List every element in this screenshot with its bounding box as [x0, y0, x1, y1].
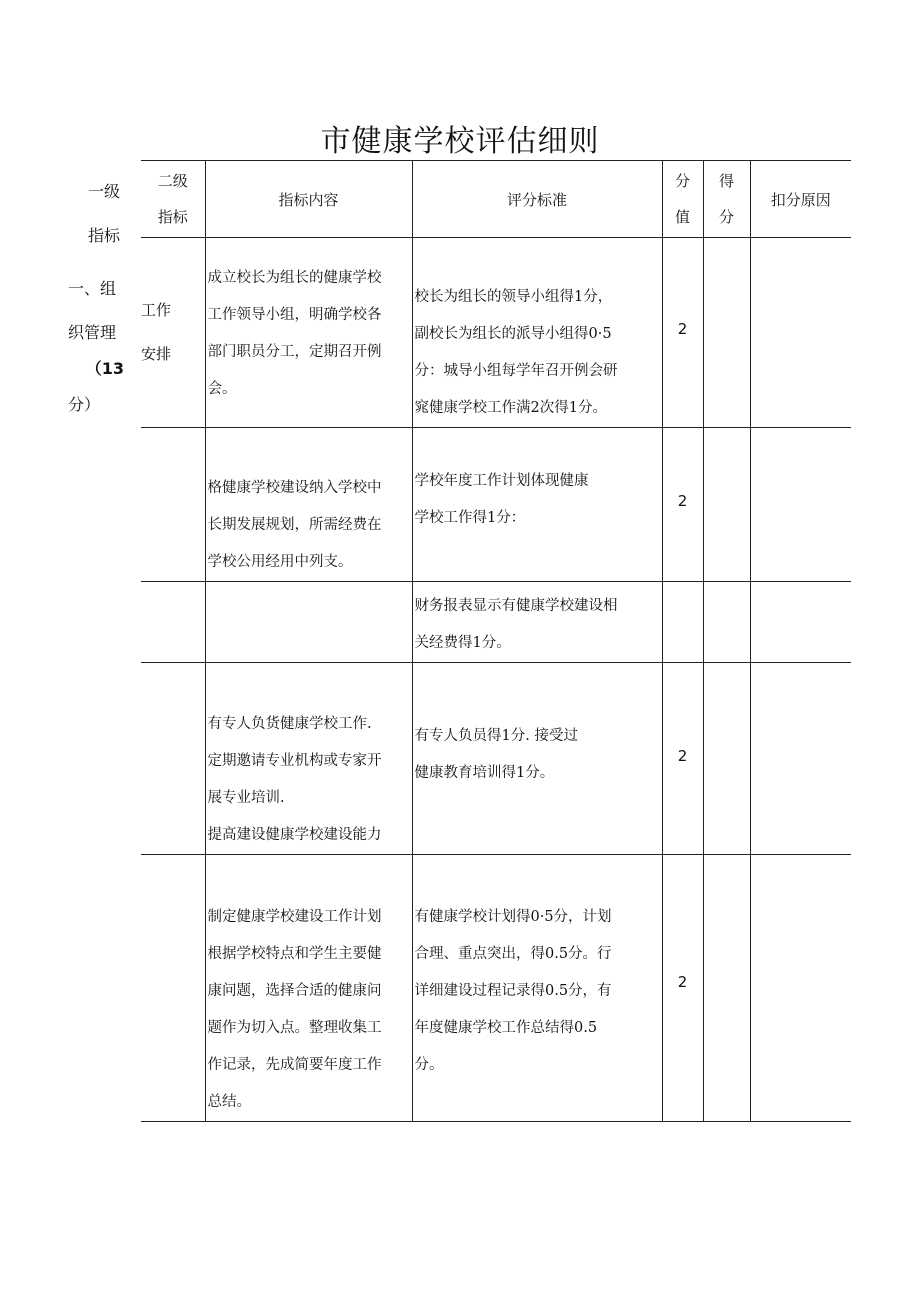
row-content: 制定健康学校建设工作计划 根据学校特点和学生主要健 康问题，选择合适的健康问 题作为切入点。整理收集工 作记录，先成简要年度工作 总结。 [207, 909, 382, 1110]
row-criteria-cell [412, 428, 662, 582]
row-content-cell [205, 238, 412, 428]
row-reason-cell [750, 663, 851, 855]
row-criteria-cell [412, 582, 662, 663]
row-criteria: 财务报表显示有健康学校建设相 关经费得1分。 [414, 598, 618, 651]
row-criteria: 有健康学校计划得0·5分，计划 合理、重点突出，得0.5分。行 详细建设过程记录得0.5分，有 年度健康学校工作总结得0.5 分。 [414, 909, 612, 1073]
header-level1: 一级 指标 [87, 182, 120, 245]
row-points: 2 [677, 492, 688, 510]
row-level2-cell [141, 428, 205, 582]
row-criteria-cell [412, 855, 662, 1122]
page-title: 市健康学校评估细则 [320, 124, 600, 159]
level1-category-line4: 分） [68, 395, 101, 414]
table-row [141, 428, 851, 582]
header-content: 指标内容 [278, 191, 339, 209]
header-content-cell [205, 161, 412, 238]
level1-category-line2: 织管理 [68, 323, 117, 342]
row-reason-cell [750, 428, 851, 582]
row-reason-cell [750, 238, 851, 428]
row-content-cell [205, 582, 412, 663]
row-earned-cell [703, 582, 750, 663]
row-level2-cell [141, 855, 205, 1122]
row-points-cell [662, 428, 703, 582]
evaluation-table [141, 160, 851, 1122]
row-content: 成立校长为组长的健康学校 工作领导小组，明确学校各 部门职员分工，定期召开例 会。 [207, 270, 382, 397]
row-points-cell [662, 238, 703, 428]
row-level2-cell [141, 238, 205, 428]
row-level2-cell [141, 582, 205, 663]
header-reason: 扣分原因 [770, 191, 831, 209]
row-points: 2 [677, 973, 688, 991]
table-row [141, 663, 851, 855]
row-criteria-cell [412, 238, 662, 428]
header-level2-cell [141, 161, 205, 238]
header-earned: 得 分 [718, 172, 734, 226]
row-level2-cell [141, 663, 205, 855]
row-earned-cell [703, 663, 750, 855]
row-content-cell [205, 428, 412, 582]
row-earned-cell [703, 428, 750, 582]
header-points: 分 值 [674, 172, 690, 226]
header-level2: 二级 指标 [157, 172, 188, 226]
header-reason-cell [750, 161, 851, 238]
row-content-cell [205, 663, 412, 855]
row-earned-cell [703, 238, 750, 428]
header-criteria: 评分标准 [506, 191, 567, 209]
row-content: 格健康学校建设纳入学校中 长期发展规划，所需经费在 学校公用经用中列支。 [207, 480, 382, 570]
row-level2: 工作 安排 [141, 301, 172, 363]
row-criteria: 有专人负员得1分. 接受过 健康教育培训得1分。 [414, 728, 578, 781]
row-criteria: 校长为组长的领导小组得1分， 副校长为组长的派导小组得0·5 分：城导小组每学年召开例会研 窕健康学校工作满2次得1分。 [414, 289, 618, 416]
row-earned-cell [703, 855, 750, 1122]
row-content-cell [205, 855, 412, 1122]
table-row [141, 582, 851, 663]
table-header-row [141, 161, 851, 238]
level1-category-line1: 一、组 [68, 279, 117, 298]
row-points-cell [662, 855, 703, 1122]
row-points-cell [662, 582, 703, 663]
level1-category-line3: （13 [85, 359, 124, 378]
row-criteria-cell [412, 663, 662, 855]
row-reason-cell [750, 855, 851, 1122]
row-points: 2 [677, 320, 688, 338]
row-content: 有专人负货健康学校工作. 定期邀请专业机构或专家开 展专业培训. 提高建设健康学校建设能力 [207, 716, 382, 843]
row-points: 2 [677, 747, 688, 765]
table-row [141, 855, 851, 1122]
row-points-cell [662, 663, 703, 855]
table-row [141, 238, 851, 428]
row-reason-cell [750, 582, 851, 663]
header-points-cell [662, 161, 703, 238]
level1-category [58, 278, 124, 424]
header-criteria-cell [412, 161, 662, 238]
header-earned-cell [703, 161, 750, 238]
row-criteria: 学校年度工作计划体现健康 学校工作得1分： [414, 473, 589, 526]
